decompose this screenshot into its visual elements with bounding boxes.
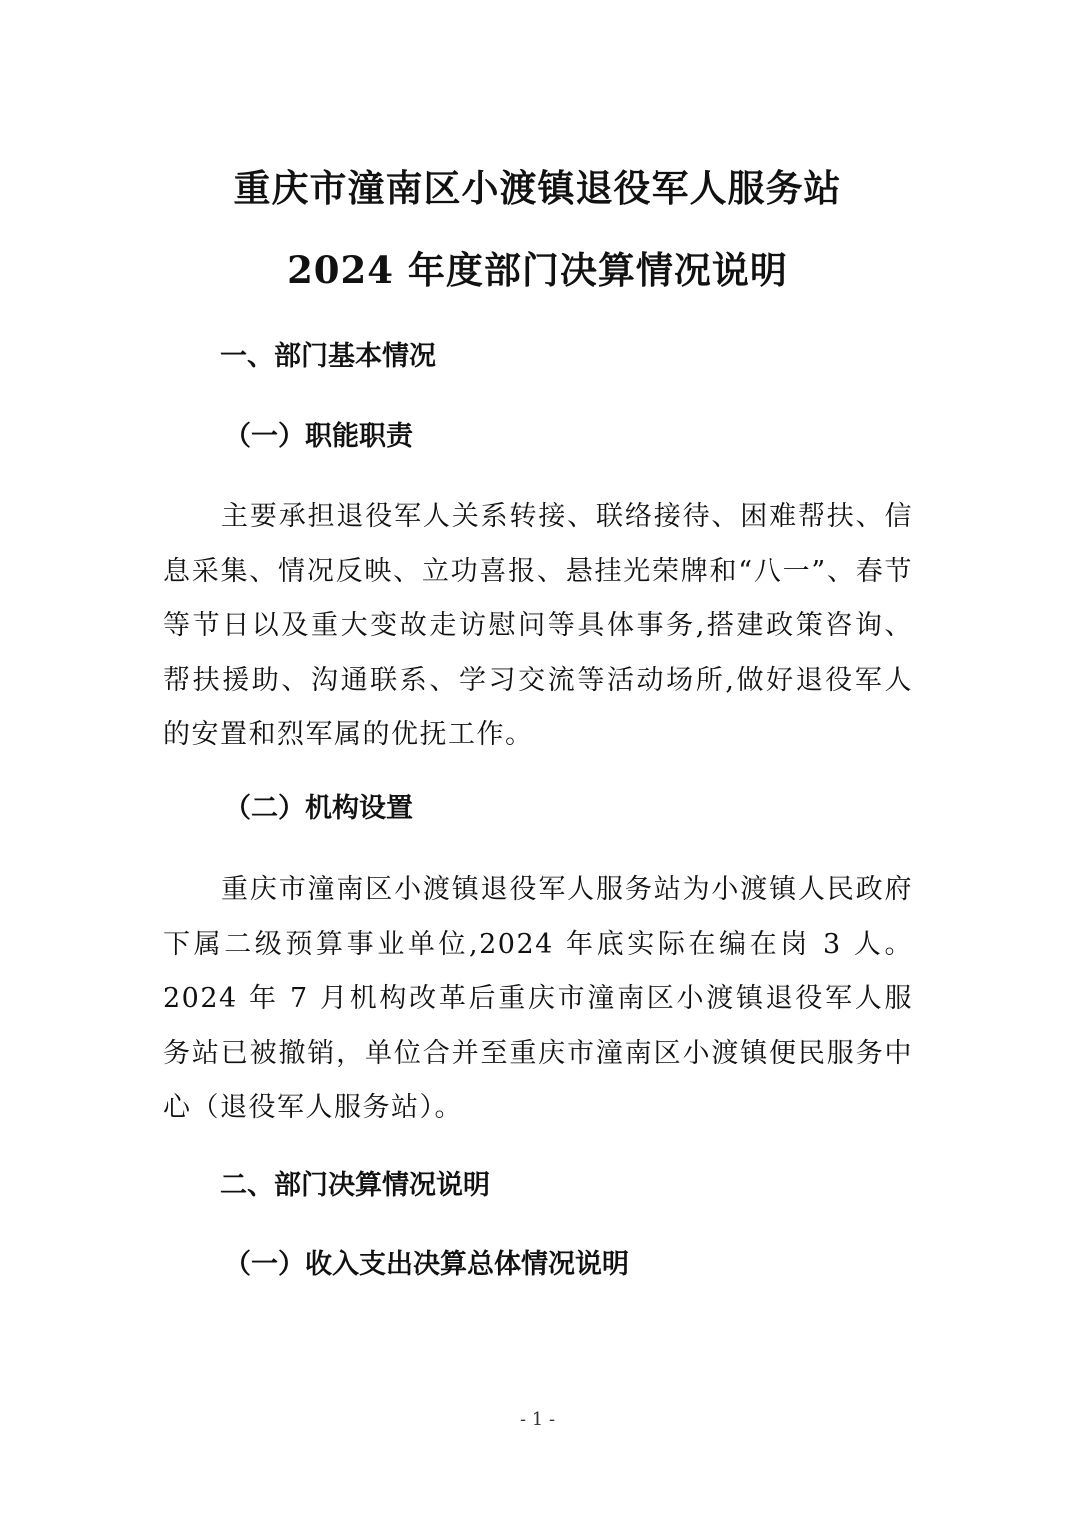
section-2-heading: 二、部门决算情况说明 — [220, 1170, 490, 1201]
section-1-sub-2-heading: （二）机构设置 — [224, 793, 413, 824]
page-number: - 1 - — [519, 1409, 556, 1430]
section-1-heading: 一、部门基本情况 — [220, 341, 436, 372]
section-2-sub-1-heading: （一）收入支出决算总体情况说明 — [224, 1249, 629, 1280]
section-1-sub-1-paragraph: 主要承担退役军人关系转接、联络接待、困难帮扶、信息采集、情况反映、立功喜报、悬挂光荣牌和“八一”、春节等节日以及重大变故走访慰问等具体事务,搭建政策咨询、帮扶援助、沟通联系、学习交流等活动场所,做好退役军人的安置和烈军属的优抚工作。 — [163, 501, 913, 750]
section-1-sub-1-heading: （一）职能职责 — [224, 421, 413, 452]
document-title-line-1: 重庆市潼南区小渡镇退役军人服务站 — [233, 166, 842, 210]
section-1-sub-2-paragraph: 重庆市潼南区小渡镇退役军人服务站为小渡镇人民政府下属二级预算事业单位,2024 年底实际在编在岗 3 人。2024 年 7 月机构改革后重庆市潼南区小渡镇退役军人服务站已被撤销，单位合并至重庆市潼南区小渡镇便民服务中心（退役军人服务站）。 — [163, 874, 913, 1123]
document-title-line-2: 2024 年度部门决算情况说明 — [287, 248, 788, 292]
